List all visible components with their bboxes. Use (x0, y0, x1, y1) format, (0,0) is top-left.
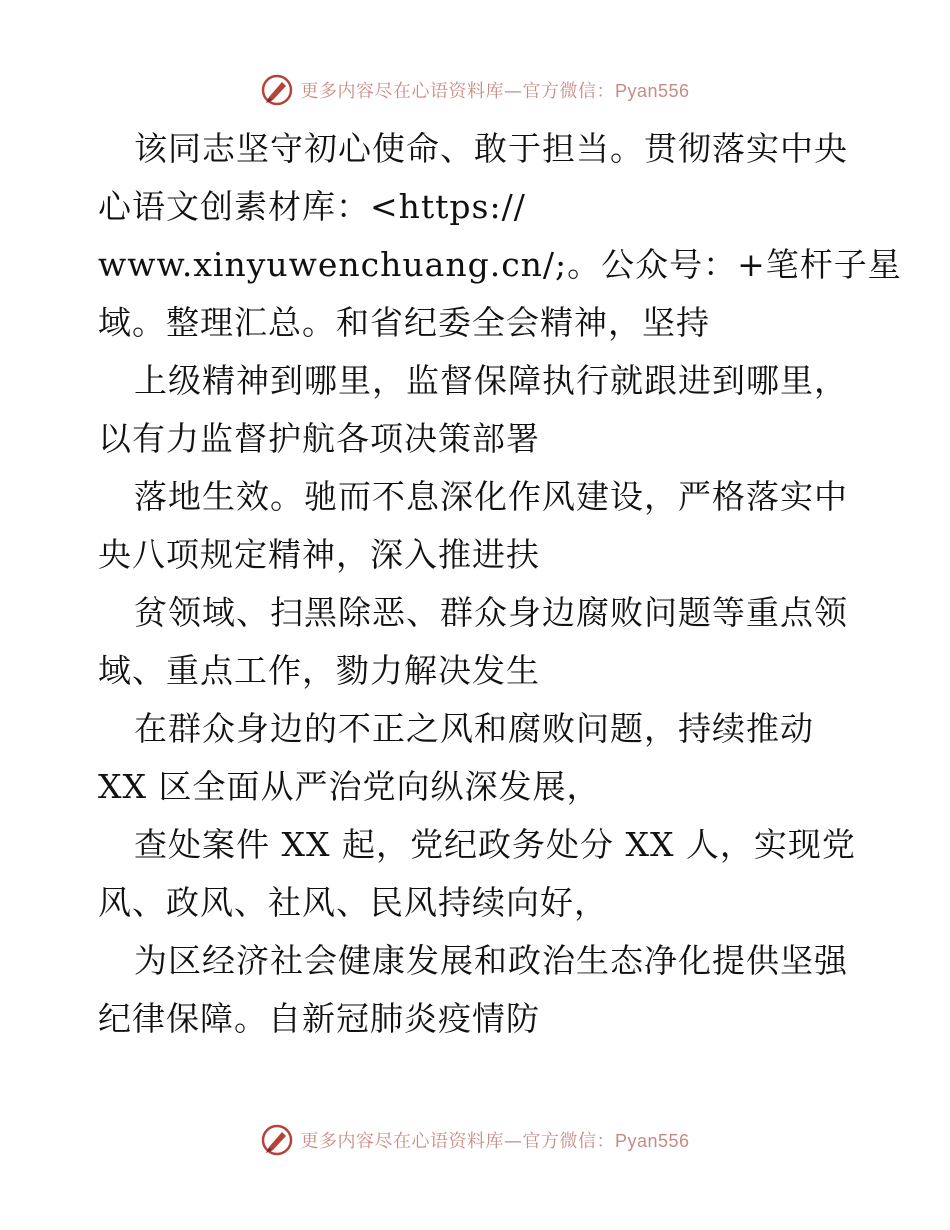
footer-watermark (0, 1120, 950, 1160)
pen-logo-icon (260, 73, 294, 107)
document-body (98, 120, 902, 1048)
text-line: 域。整理汇总。和省纪委全会精神，坚持 (98, 303, 710, 342)
text-line: 贫领域、扫黑除恶、群众身边腐败问题等重点领 (134, 593, 848, 632)
pen-logo-icon (260, 1123, 294, 1157)
text-line: www.xinyuwenchuang.cn/;。公众号：+笔杆子星 (98, 245, 902, 284)
text-line: 央八项规定精神，深入推进扶 (98, 535, 540, 574)
text-line: 在群众身边的不正之风和腐败问题，持续推动 (134, 709, 814, 748)
text-line: 心语文创素材库：<https:// (98, 187, 526, 226)
text-line: 纪律保障。自新冠肺炎疫情防 (98, 999, 540, 1038)
text-line: 该同志坚守初心使命、敢于担当。贯彻落实中央 (134, 129, 848, 168)
watermark-contact: Pyan556 (614, 1131, 690, 1151)
watermark-contact: Pyan556 (614, 81, 690, 101)
watermark-text: 更多内容尽在心语资料库—官方微信： (300, 1131, 615, 1152)
header-watermark (0, 70, 950, 110)
text-line: 以有力监督护航各项决策部署 (98, 419, 540, 458)
text-line: 为区经济社会健康发展和政治生态净化提供坚强 (134, 941, 848, 980)
text-line: 落地生效。驰而不息深化作风建设，严格落实中 (134, 477, 848, 516)
text-line: 域、重点工作，勠力解决发生 (98, 651, 540, 690)
text-line: XX 区全面从严治党向纵深发展， (98, 767, 601, 806)
text-line: 查处案件 XX 起，党纪政务处分 XX 人，实现党 (134, 825, 856, 864)
watermark-text: 更多内容尽在心语资料库—官方微信： (300, 81, 615, 102)
text-line: 上级精神到哪里，监督保障执行就跟进到哪里， (134, 361, 848, 400)
text-line: 风、政风、社风、民风持续向好， (98, 883, 608, 922)
